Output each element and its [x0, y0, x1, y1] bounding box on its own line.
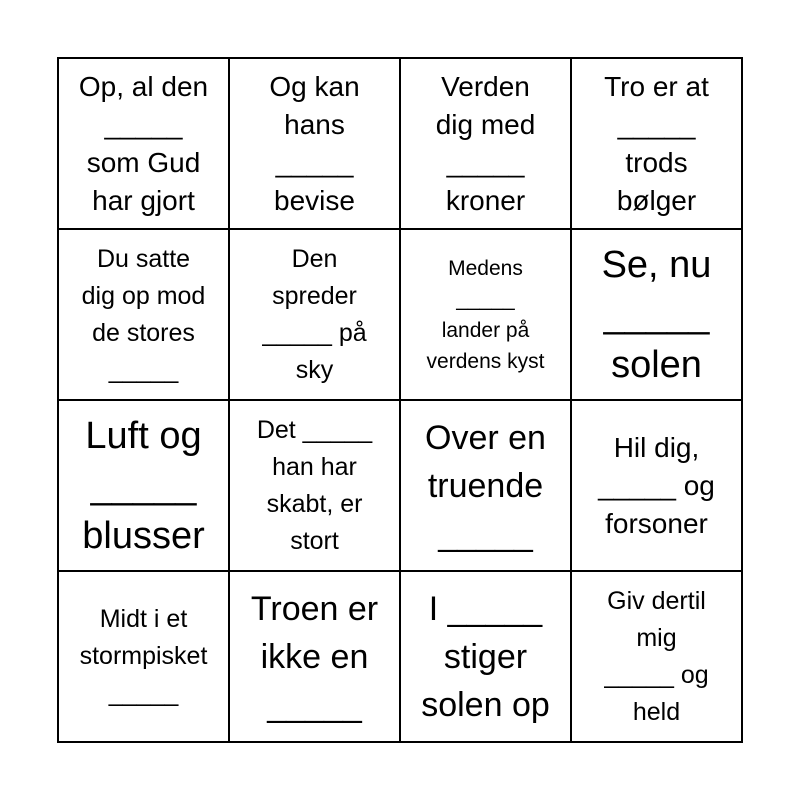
bingo-cell[interactable]: [572, 59, 743, 230]
bingo-cell[interactable]: [572, 230, 743, 401]
bingo-cell[interactable]: [59, 230, 230, 401]
cell-text: Og kan hans _____ bevise: [269, 70, 360, 216]
bingo-cell[interactable]: [230, 572, 401, 743]
cell-text: Over en truende _____: [425, 418, 546, 553]
bingo-cell[interactable]: [230, 401, 401, 572]
cell-text: Troen er ikke en _____: [250, 589, 379, 724]
cell-text: Hil dig, _____ og forsoner: [598, 431, 715, 539]
bingo-cell[interactable]: [59, 572, 230, 743]
cell-text: Giv dertil mig _____ og held: [604, 586, 709, 726]
cell-text: Op, al den _____ som Gud har gjort: [78, 70, 209, 216]
bingo-board: [57, 57, 743, 743]
bingo-cell[interactable]: [401, 572, 572, 743]
bingo-cell[interactable]: [59, 59, 230, 230]
bingo-cell[interactable]: [59, 401, 230, 572]
cell-text: Luft og _____ blusser: [82, 414, 205, 557]
cell-text: Se, nu _____ solen: [601, 243, 712, 386]
bingo-cell[interactable]: [401, 230, 572, 401]
cell-text: Verden dig med _____ kroner: [435, 70, 536, 216]
bingo-cell[interactable]: [401, 59, 572, 230]
cell-text: Midt i et stormpisket _____: [79, 605, 208, 707]
cell-text: Tro er at _____ trods bølger: [604, 70, 709, 216]
bingo-cell[interactable]: [230, 230, 401, 401]
bingo-cell[interactable]: [572, 401, 743, 572]
cell-text: Medens _____ lander på verdens kyst: [426, 256, 545, 373]
cell-text: I _____ stiger solen op: [421, 589, 550, 724]
bingo-cell[interactable]: [572, 572, 743, 743]
cell-text: Den spreder _____ på sky: [262, 244, 367, 384]
cell-text: Det _____ han har skabt, er stort: [256, 415, 373, 555]
bingo-cell[interactable]: [230, 59, 401, 230]
cell-text: Du satte dig op mod de stores _____: [81, 244, 206, 384]
bingo-cell[interactable]: [401, 401, 572, 572]
